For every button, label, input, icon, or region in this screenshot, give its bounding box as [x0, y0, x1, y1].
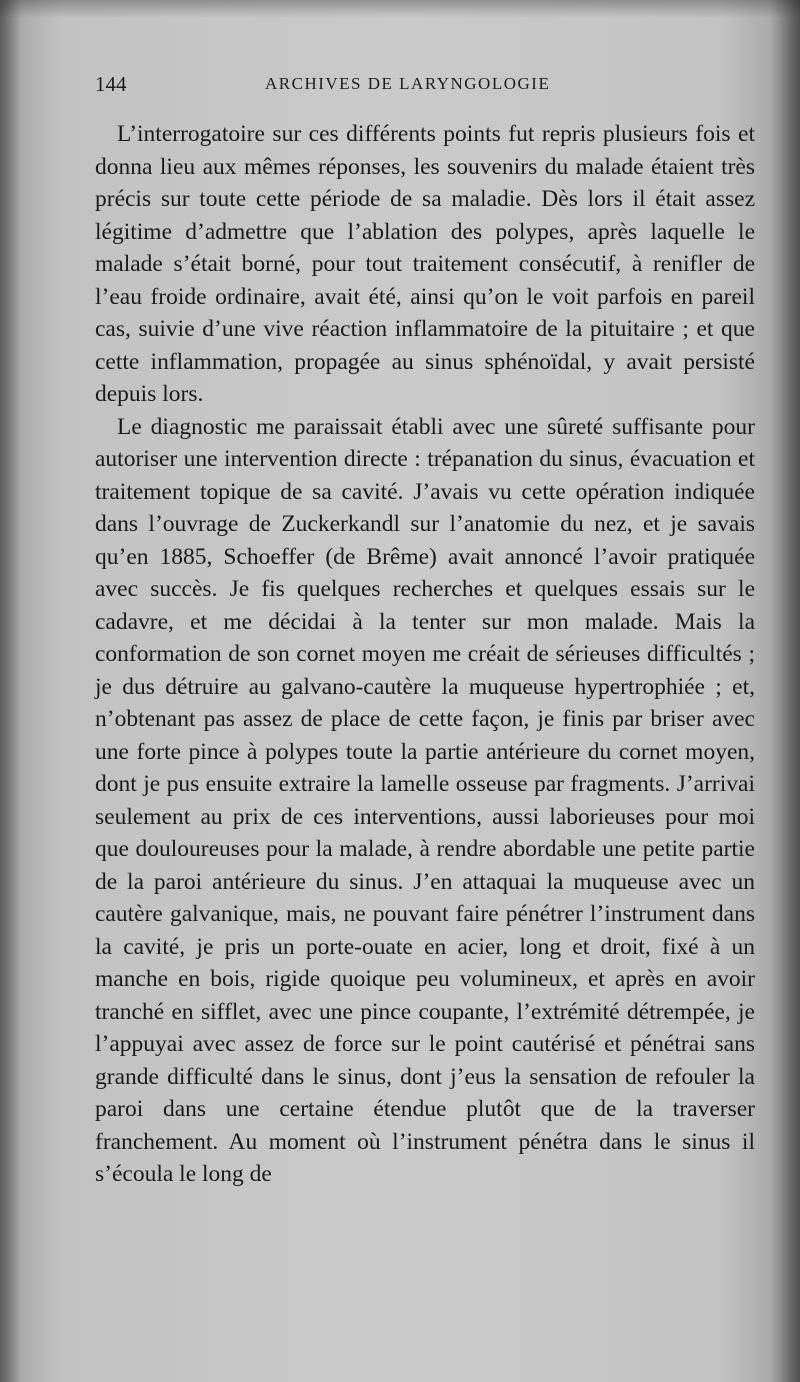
- running-head: ARCHIVES DE LARYNGOLOGIE: [265, 74, 551, 93]
- paragraph: L’interrogatoire sur ces différents points fut repris plusieurs fois et donna lieu aux mêmes réponses, les souvenirs du malade étaient très précis sur toute cette période de sa maladie. Dès lors il était assez légitime d’admettre que l’ablation des polypes, après laquelle le malade s’était borné, pour tout traitement consécutif, à renifler de l’eau froide ordinaire, avait été, ainsi qu’on le voit parfois en pareil cas, suivie d’une vive réaction inflammatoire de la pituitaire ; et que cette inflammation, propagée au sinus sphénoïdal, y avait persisté depuis lors.: [95, 121, 755, 407]
- page-number: 144: [95, 72, 127, 96]
- page-header: [95, 70, 755, 100]
- page-edge-shadow-top: [0, 0, 800, 18]
- page-edge-shadow-right: [770, 0, 800, 1382]
- paragraph: Le diagnostic me paraissait établi avec une sûreté suffisante pour autoriser une intervention directe : trépanation du sinus, évacuation et traitement topique de sa cavité. J’avais vu cette opération indiquée dans l’ouvrage de Zuckerkandl sur l’anatomie du nez, et je savais qu’en 1885, Schoeffer (de Brême) avait annoncé l’avoir pratiquée avec succès. Je fis quelques recherches et quelques essais sur le cadavre, et me décidai à la tenter sur mon malade. Mais la conformation de son cornet moyen me créait de sérieuses difficultés ; je dus détruire au galvano-cautère la muqueuse hypertrophiée ; et, n’obtenant pas assez de place de cette façon, je finis par briser avec une forte pince à polypes toute la partie antérieure du cornet moyen, dont je pus ensuite extraire la lamelle osseuse par fragments. J’arrivai seulement au prix de ces interventions, aussi laborieuses pour moi que douloureuses pour la malade, à rendre abordable une petite partie de la paroi antérieure du sinus. J’en attaquai la muqueuse avec un cautère galvanique, mais, ne pouvant faire pénétrer l’instrument dans la cavité, je pris un porte-ouate en acier, long et droit, fixé à un manche en bois, rigide quoique peu volumineux, et après en avoir tranché en sifflet, avec une pince coupante, l’extrémité détrempée, je l’appuyai avec assez de force sur le point cautérisé et pénétrai sans grande difficulté dans le sinus, dont j’eus la sensation de refouler la paroi dans une certaine étendue plutôt que de la traverser franchement. Au moment où l’instrument pénétra dans le sinus il s’écoula le long de: [95, 413, 755, 1187]
- page-gutter-shadow: [0, 0, 22, 1382]
- body-text: [95, 118, 755, 1191]
